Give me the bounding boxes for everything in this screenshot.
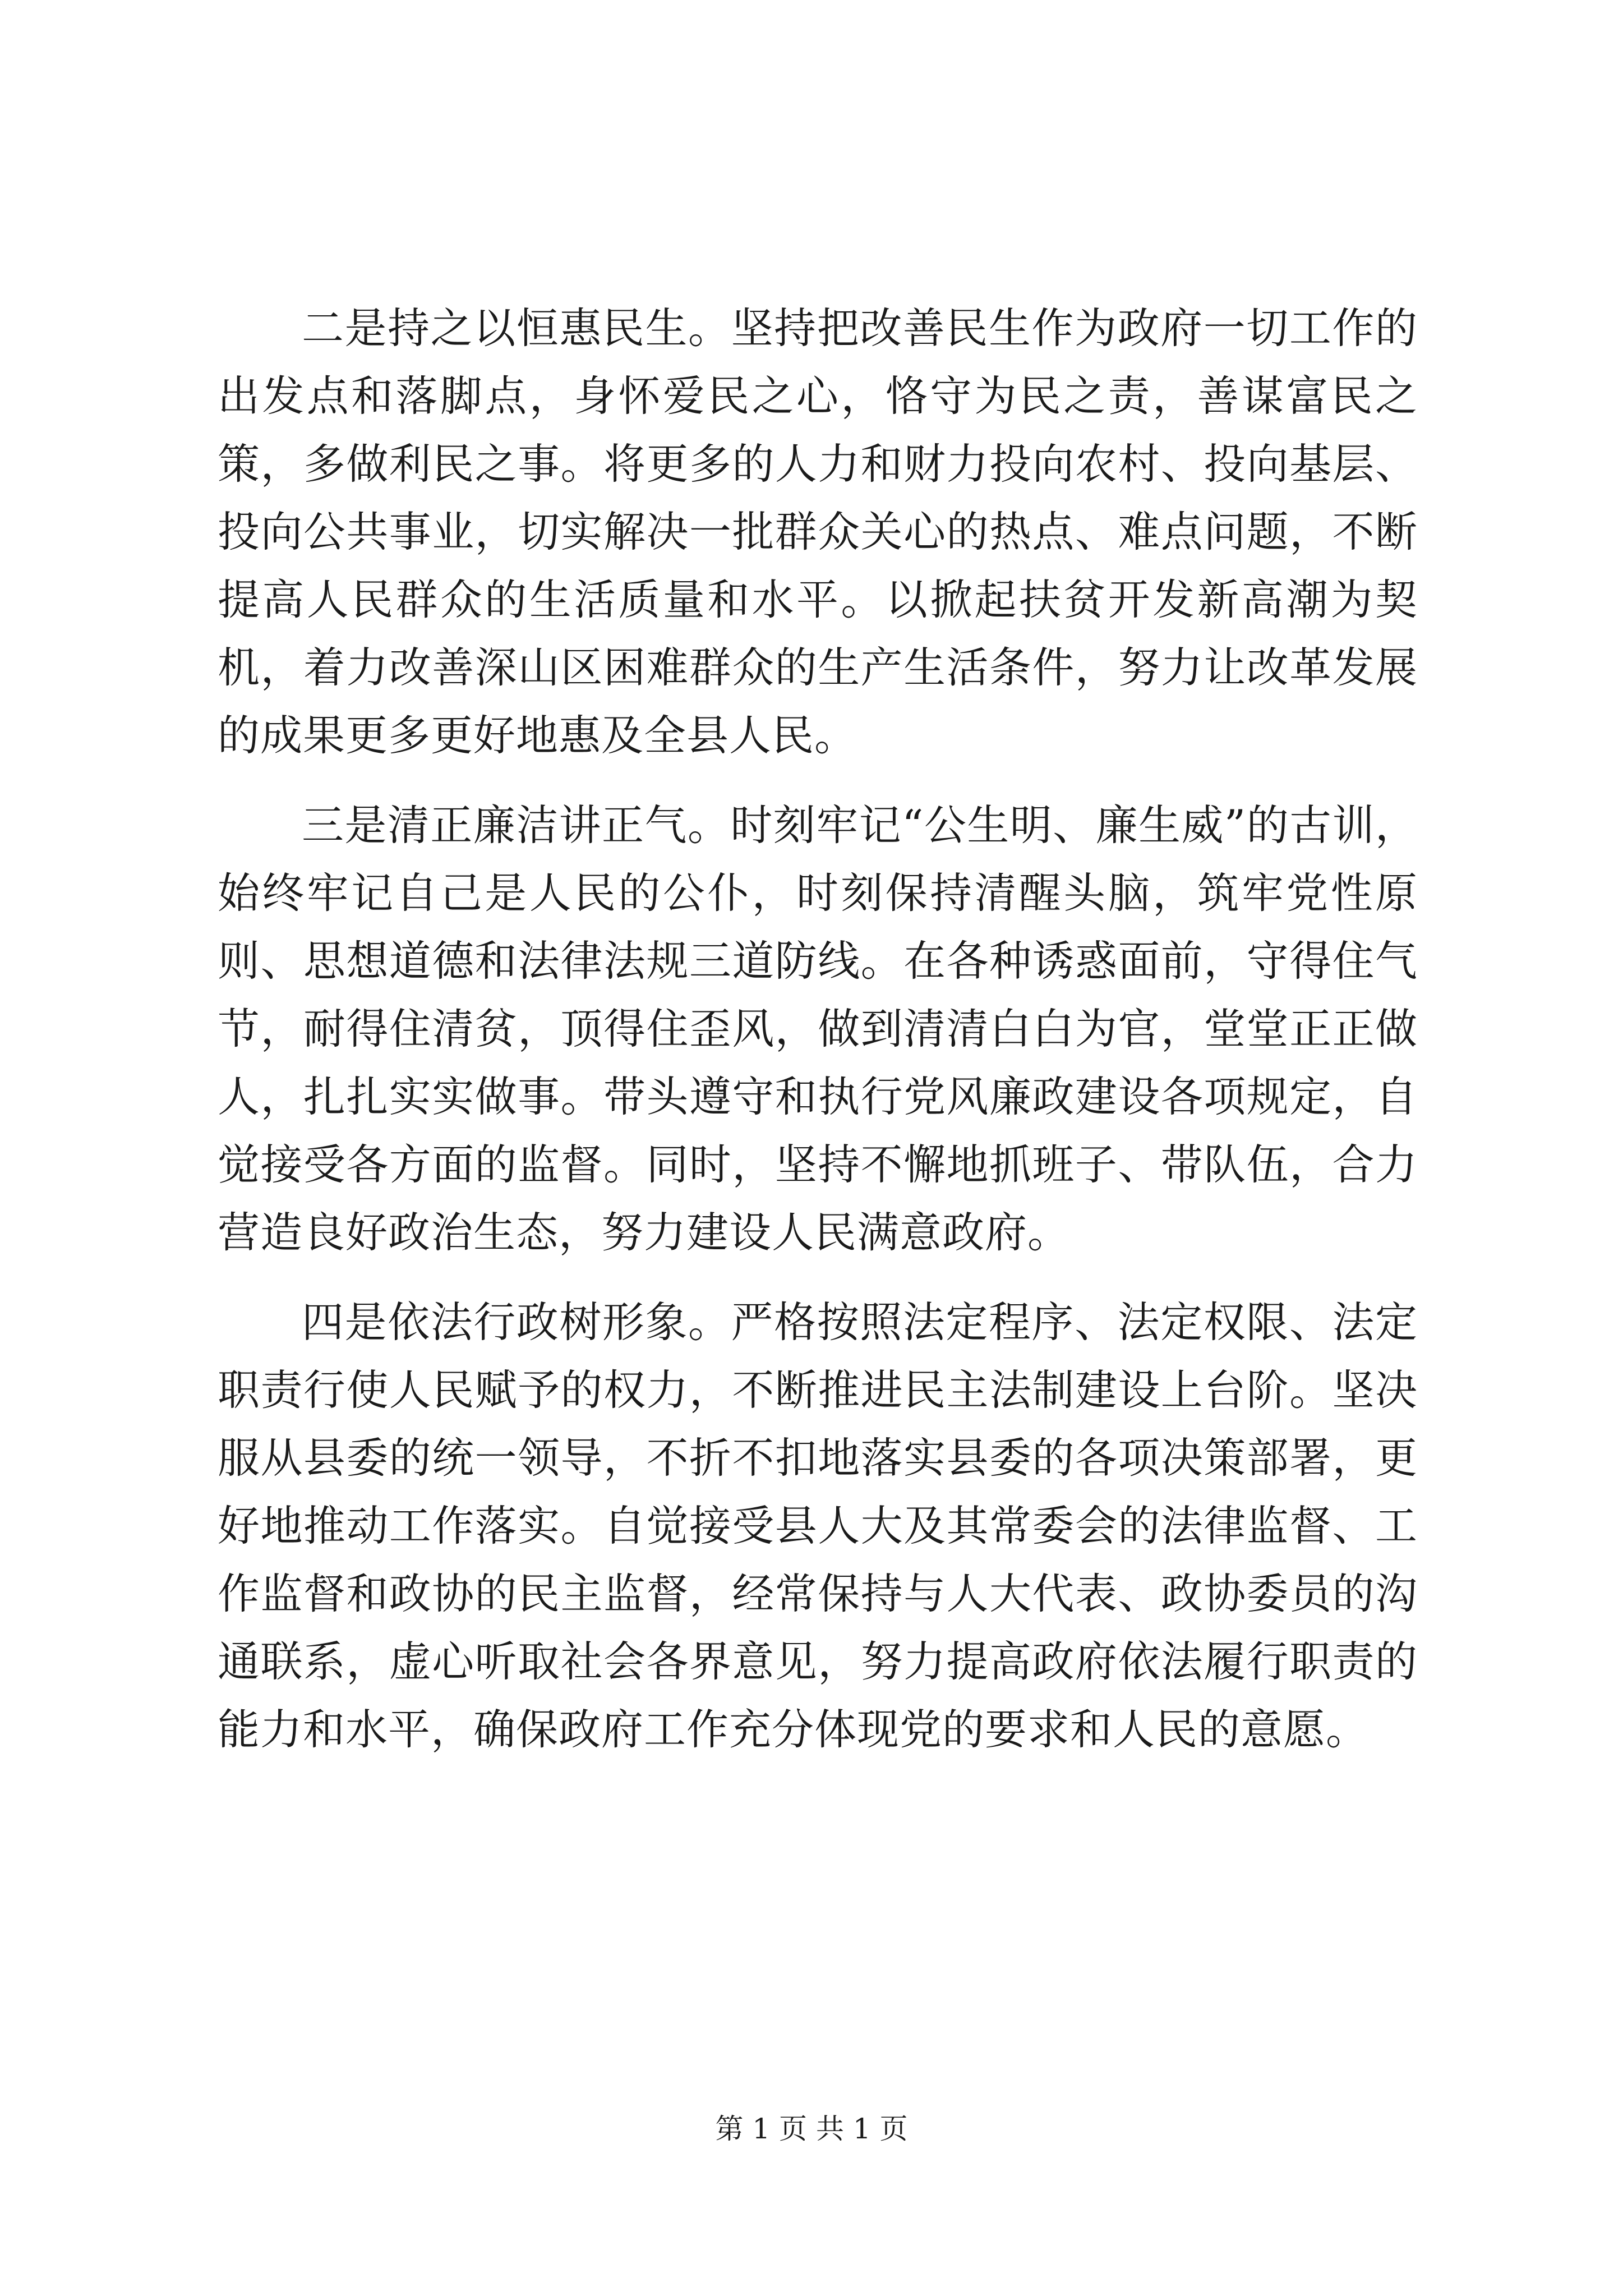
paragraph-integrity: 三是清正廉洁讲正气。时刻牢记“公生明、廉生威”的古训，始终牢记自己是人民的公仆，时刻保持清醒头脑，筑牢党性原则、思想道德和法律法规三道防线。在各种诱惑面前，守得住气节，耐得住清贫，顶得住歪风，做到清清白白为官，堂堂正正做人，扎扎实实做事。带头遵守和执行党风廉政建设各项规定，自觉接受各方面的监督。同时，坚持不懈地抓班子、带队伍，合力营造良好政治生态，努力建设人民满意政府。 <box>218 800 1418 1257</box>
paragraph-livelihood: 二是持之以恒惠民生。坚持把改善民生作为政府一切工作的出发点和落脚点，身怀爱民之心，恪守为民之责，善谋富民之策，多做利民之事。将更多的人力和财力投向农村、投向基层、投向公共事业，切实解决一批群众关心的热点、难点问题，不断提高人民群众的生活质量和水平。以掀起扶贫开发新高潮为契机，着力改善深山区困难群众的生产生活条件，努力让改革发展的成果更多更好地惠及全县人民。 <box>218 303 1418 760</box>
page-footer: 第 1 页 共 1 页 <box>715 2113 908 2145</box>
document-body <box>218 295 1418 1786</box>
paragraph-rule-of-law: 四是依法行政树形象。严格按照法定程序、法定权限、法定职责行使人民赋予的权力，不断推进民主法制建设上台阶。坚决服从县委的统一领导，不折不扣地落实县委的各项决策部署，更好地推动工作落实。自觉接受县人大及其常委会的法律监督、工作监督和政协的民主监督，经常保持与人大代表、政协委员的沟通联系，虚心听取社会各界意见，努力提高政府依法履行职责的能力和水平，确保政府工作充分体现党的要求和人民的意愿。 <box>218 1297 1418 1754</box>
